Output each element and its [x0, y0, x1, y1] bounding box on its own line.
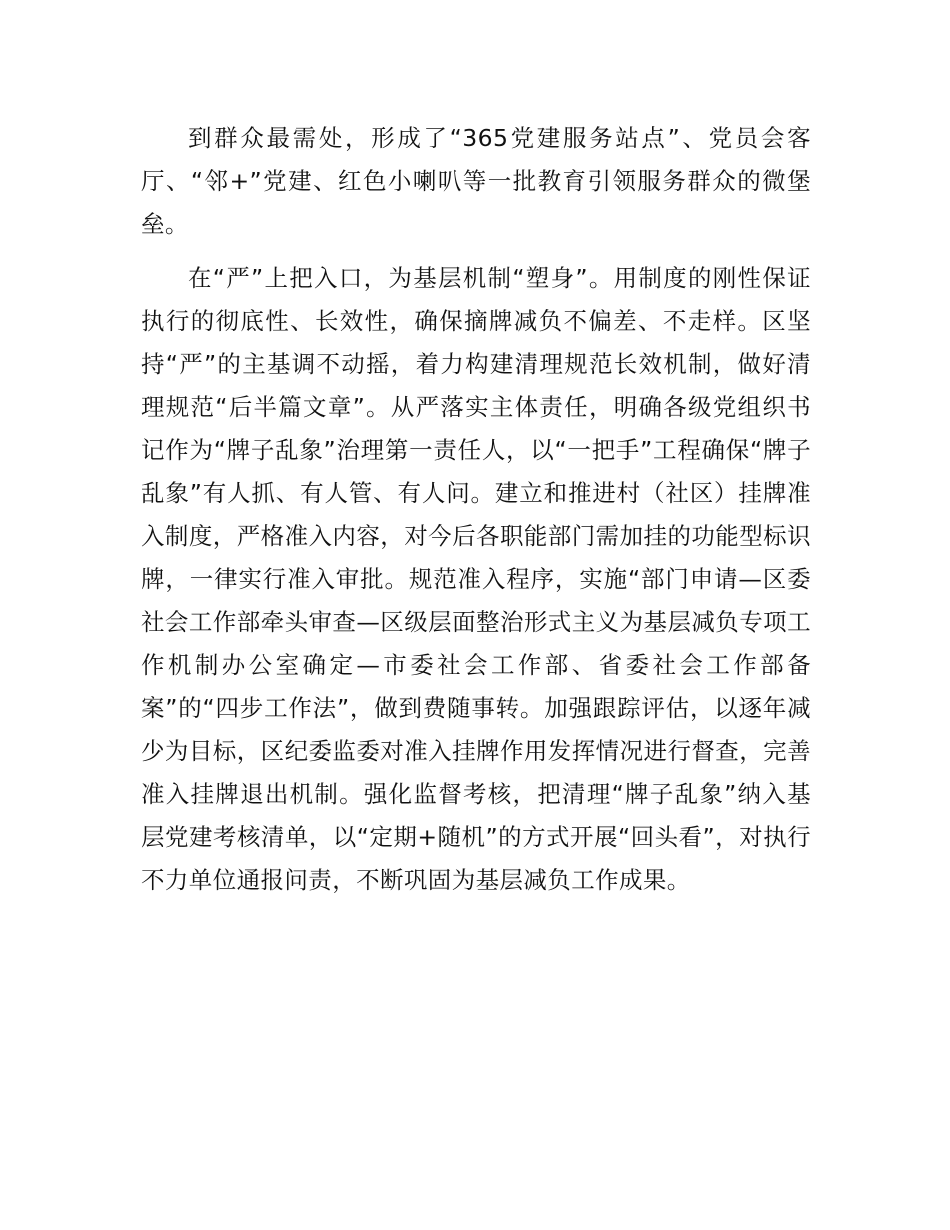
paragraph-2: 在“严”上把入口，为基层机制“塑身”。用制度的刚性保证执行的彻底性、长效性，确保摘牌减负不偏差、不走样。区坚持“严”的主基调不动摇，着力构建清理规范长效机制，做好清理规范“后半篇文章”。从严落实主体责任，明确各级党组织书记作为“牌子乱象”治理第一责任人，以“一把手”工程确保“牌子乱象”有人抓、有人管、有人问。建立和推进村（社区）挂牌准入制度，严格准入内容，对今后各职能部门需加挂的功能型标识牌，一律实行准入审批。规范准入程序，实施“部门申请—区委社会工作部牵头审查—区级层面整治形式主义为基层减负专项工作机制办公室确定—市委社会工作部、省委社会工作部备案”的“四步工作法”，做到费随事转。加强跟踪评估，以逐年减少为目标，区纪委监委对准入挂牌作用发挥情况进行督查，完善准入挂牌退出机制。强化监督考核，把清理“牌子乱象”纳入基层党建考核清单，以“定期+随机”的方式开展“回头看”，对执行不力单位通报问责，不断巩固为基层减负工作成果。 [141, 264, 811, 894]
body-text [141, 117, 811, 902]
paragraph-1: 到群众最需处，形成了“365党建服务站点”、党员会客厅、“邻+”党建、红色小喇叭等一批教育引领服务群众的微堡垒。 [141, 124, 811, 238]
